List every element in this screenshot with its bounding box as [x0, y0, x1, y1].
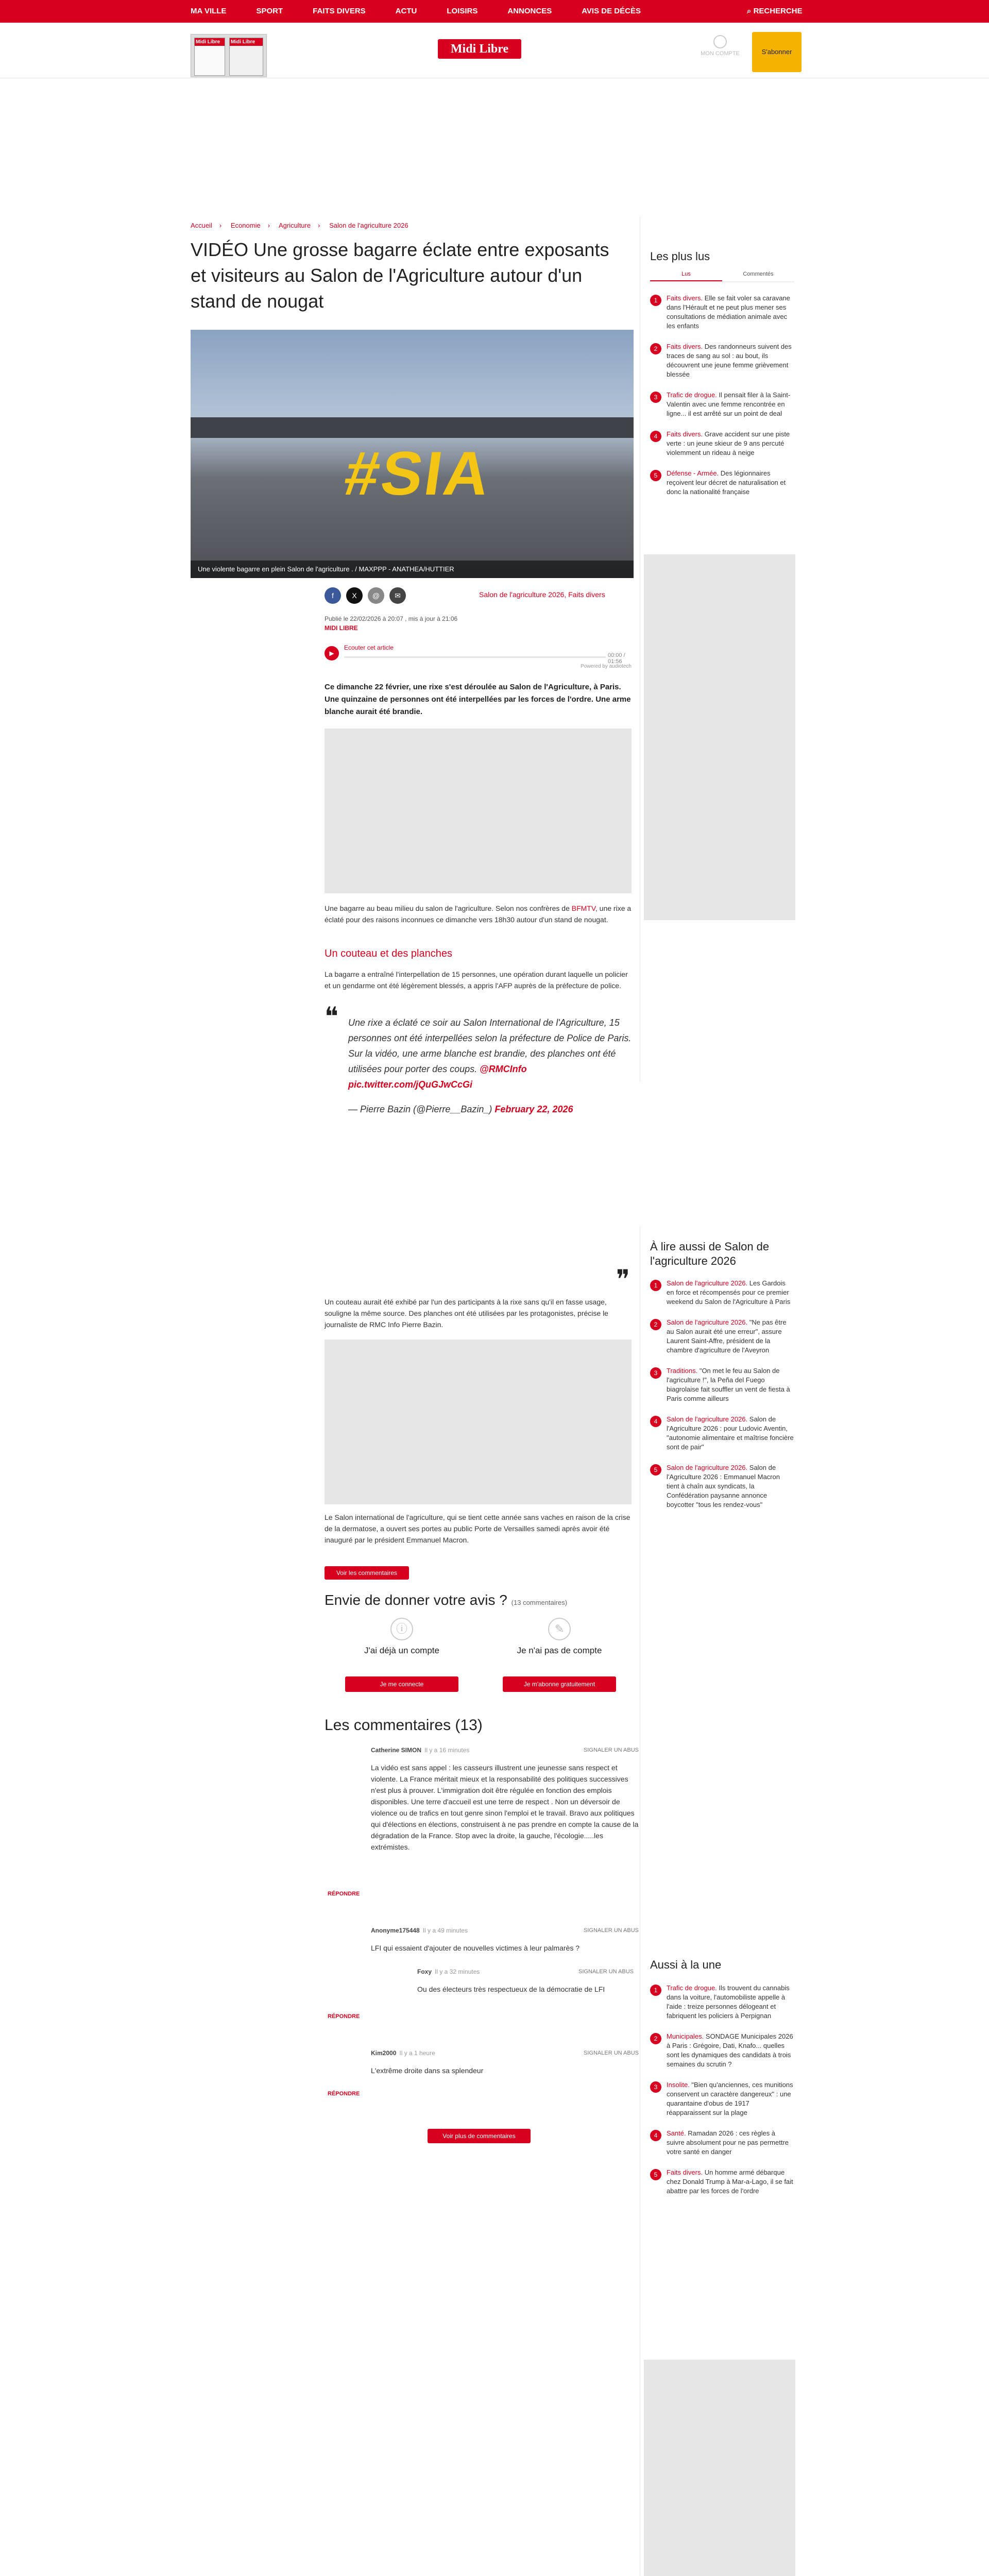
- play-icon[interactable]: ▶: [325, 646, 339, 660]
- comment-text: La vidéo est sans appel : les casseurs illustrent une jeunesse sans respect et violente. La France méritait mieux et la responsabilité des politiques successives n'est plus à prouver. L'immigration doit être régulée en fonction des emplois disponibles. Une terre d'accueil est une terre de respect . Non un déversoir de violence ou de trafics en tout genre sinon l'emploi et le travail. Bravo aux politiques qui d'élections en élections, construisent à ne pas prendre en compte la cause de la dégradation de la France. Stop avec la droite, la gauche, l'écologie.....les extrémistes.: [371, 1764, 639, 1851]
- nav-item-loisirs[interactable]: LOISIRS: [447, 7, 478, 15]
- comment-text: LFI qui essaient d'ajouter de nouvelles victimes à leur palmarès ?: [371, 1944, 579, 1952]
- report-abuse-link[interactable]: SIGNALER UN ABUS: [578, 1969, 634, 1975]
- report-abuse-link[interactable]: SIGNALER UN ABUS: [584, 1747, 639, 1753]
- main-nav: [191, 0, 671, 23]
- nav-item-avis-deces[interactable]: AVIS DE DÉCÈS: [582, 7, 641, 15]
- quote-close-icon: ❞: [616, 1265, 630, 1294]
- rank-badge: 3: [650, 2081, 661, 2093]
- most-read-item[interactable]: [650, 342, 794, 379]
- comment: [371, 2047, 639, 2076]
- comment-reply: [417, 1966, 634, 1995]
- pen-icon: ✎: [548, 1618, 571, 1640]
- opinion-title: [325, 1592, 567, 1608]
- signup-option: [498, 1618, 621, 1656]
- item-text: Des randonneurs suivent des traces de sang au sol : au bout, ils découvrent une jeune femme grièvement blessée: [667, 343, 792, 378]
- item-category: Défense - Armée.: [667, 469, 719, 477]
- opinion-title-text: Envie de donner votre avis ?: [325, 1592, 507, 1608]
- item-text: Grave accident sur une piste verte : un jeune skieur de 9 ans percuté violemment un rideau à neige: [667, 430, 790, 456]
- item-category: Municipales.: [667, 2032, 704, 2040]
- photo-roof: [191, 417, 634, 438]
- read-also-item[interactable]: [650, 1318, 794, 1355]
- share-bar: [325, 587, 411, 604]
- item-text: Ils trouvent du cannabis dans la voiture, l'automobiliste appelle à l'aide : treize personnes délogeant et fabriquent les policiers à Perpignan: [667, 1984, 790, 2020]
- item-text: "Ne pas être au Salon aurait été une erreur", assure Laurent Saint-Affre, président de la chambre d'agriculture de l'Aveyron: [667, 1318, 787, 1354]
- tab-commented[interactable]: Commentés: [743, 271, 774, 277]
- subheading: Un couteau et des planches: [325, 948, 452, 959]
- most-read-title: Les plus lus: [650, 250, 710, 263]
- embedded-tweet: [325, 1002, 632, 1117]
- breadcrumb-accueil[interactable]: Accueil: [191, 222, 212, 229]
- item-category: Trafic de drogue.: [667, 1984, 717, 1992]
- nav-item-annonces[interactable]: ANNONCES: [507, 7, 552, 15]
- audio-player: [325, 643, 632, 674]
- most-read-tabs: [650, 271, 794, 282]
- article-tags[interactable]: Salon de l'agriculture 2026, Faits divers: [479, 590, 605, 599]
- nav-item-actu[interactable]: ACTU: [395, 7, 417, 15]
- article-lead: Ce dimanche 22 février, une rixe s'est déroulée au Salon de l'Agriculture, à Paris. Une quinzaine de personnes ont été interpellées par les forces de l'ordre. Une arme blanche aurait été brandie.: [325, 683, 631, 716]
- item-category: Faits divers.: [667, 294, 703, 302]
- quote-icon: ❝: [325, 1002, 338, 1031]
- more-comments-button[interactable]: Voir plus de commentaires: [428, 2129, 531, 2143]
- read-also-widget: [650, 1240, 794, 1521]
- reply-link[interactable]: RÉPONDRE: [328, 2091, 360, 2097]
- nav-item-faits-divers[interactable]: FAITS DIVERS: [313, 7, 366, 15]
- comment-text: Ou des électeurs très respectueux de la démocratie de LFI: [417, 1985, 605, 1993]
- tab-read[interactable]: Lus: [650, 271, 722, 281]
- rank-badge: 4: [650, 1416, 661, 1427]
- comment-author-name: Kim2000: [371, 2049, 397, 2057]
- user-icon: [713, 35, 727, 48]
- audio-time: 00:00 / 01:56: [608, 652, 625, 665]
- nav-item-ma-ville[interactable]: MA VILLE: [191, 7, 227, 15]
- photo-caption: Une violente bagarre en plein Salon de l'agriculture . / MAXPPP - ANATHEA/HUTTIER: [191, 561, 634, 578]
- comment-author-name: Catherine SIMON: [371, 1747, 422, 1754]
- ad-slot: [325, 728, 632, 893]
- item-category: Salon de l'agriculture 2026.: [667, 1279, 748, 1287]
- nav-item-sport[interactable]: SPORT: [256, 7, 283, 15]
- photo-sia-letters: #SIA: [340, 439, 496, 508]
- comment-author-name: Foxy: [417, 1968, 432, 1975]
- email-icon[interactable]: @: [368, 587, 384, 604]
- tweet-date[interactable]: February 22, 2026: [494, 1104, 573, 1114]
- item-text: SONDAGE Municipales 2026 à Paris : Grégoire, Dati, Knafo... quelles sont les dynamiques des candidats à trois semaines du scrutin ?: [667, 2032, 793, 2068]
- headline-item[interactable]: [650, 2129, 794, 2157]
- x-icon[interactable]: X: [346, 587, 363, 604]
- paragraph-1-text-b: , une rixe a éclaté pour des raisons inconnues ce dimanche vers 18h30 autour d'un stand de nougat.: [325, 904, 632, 924]
- breadcrumb-agriculture[interactable]: Agriculture: [278, 222, 311, 229]
- reply-link[interactable]: RÉPONDRE: [328, 1891, 360, 1897]
- breadcrumb: [191, 222, 416, 229]
- rank-badge: 3: [650, 392, 661, 403]
- paragraph-2: La bagarre a entraîné l'interpellation de 15 personnes, une opération durant laquelle un policier et un gendarme ont été légèrement blessés, a appris l'AFP auprès de la préfecture de police.: [325, 970, 628, 990]
- kiosk-title: Midi Libre: [195, 38, 225, 46]
- comment-author-name: Anonyme175448: [371, 1927, 420, 1934]
- search-label: RECHERCHE: [753, 7, 803, 15]
- most-read-widget: [650, 249, 794, 508]
- chevron-right-icon: ›: [267, 222, 270, 229]
- article-title: VIDÉO Une grosse bagarre éclate entre exposants et visiteurs au Salon de l'Agriculture autour d'un stand de nougat: [191, 239, 609, 312]
- item-text: Un homme armé débarque chez Donald Trump à Mar-a-Lago, il se fait abattre par les forces de l'ordre: [667, 2168, 793, 2195]
- comment-time: Il y a 16 minutes: [424, 1747, 470, 1754]
- login-button[interactable]: Je me connecte: [345, 1676, 458, 1692]
- rank-badge: 1: [650, 295, 661, 306]
- audio-progress[interactable]: [344, 656, 606, 658]
- kiosk-cover-1: [194, 38, 225, 76]
- item-text: Les Gardois en force et récompensés pour ce premier weekend du Salon de l'Agriculture à Paris: [667, 1279, 791, 1306]
- comment: [371, 1925, 639, 1954]
- breadcrumb-economie[interactable]: Economie: [230, 222, 261, 229]
- item-text: "Bien qu'anciennes, ces munitions conservent un caractère dangereux" : une quarantaine d'obus de 1917 réapparaissent sur la plage: [667, 2081, 793, 2116]
- login-option: [340, 1618, 464, 1656]
- sidebar-ad: [644, 554, 795, 920]
- rank-badge: 5: [650, 470, 661, 481]
- audio-label: Ecouter cet article: [344, 644, 394, 651]
- search-icon: ⌕: [747, 7, 754, 15]
- tweet-text: Une rixe a éclaté ce soir au Salon International de l'Agriculture, 15 personnes ont été interpellées selon la préfecture de Police de Paris. Sur la vidéo, une arme blanche est brandie, des planches ont été utilisées pour porter des coups.: [348, 1018, 632, 1074]
- headlines-title: Aussi à la une: [650, 1958, 722, 1971]
- have-account-label: J'ai déjà un compte: [364, 1646, 439, 1655]
- rank-badge: 5: [650, 1464, 661, 1476]
- view-comments-button[interactable]: Voir les commentaires: [325, 1566, 409, 1580]
- item-text: Salon de l'Agriculture 2026 : Emmanuel Macron tient à chaîn aux syndicats, la Confédération paysanne annonce boycotter "tous les rendez-vous": [667, 1464, 780, 1509]
- chevron-right-icon: ›: [219, 222, 222, 229]
- item-category: Salon de l'agriculture 2026.: [667, 1415, 748, 1423]
- headlines-widget: [650, 1958, 794, 2207]
- read-also-item[interactable]: [650, 1415, 794, 1452]
- item-text: Il pensait filer à la Saint-Valentin avec une femme rencontrée en ligne... il est arrêté sur un point de deal: [667, 391, 791, 417]
- item-text: Ramadan 2026 : ces règles à suivre absolument pour ne pas permettre votre santé en danger: [667, 2129, 789, 2156]
- paragraph-4: Le Salon international de l'agriculture, qui se tient cette année sans vaches en raison de la crise de la dermatose, a ouvert ses portes au public Porte de Versailles samedi après avoir été inauguré par le président Emmanuel Macron.: [325, 1513, 630, 1544]
- ad-slot-2: [325, 1340, 632, 1504]
- headline-item[interactable]: [650, 1984, 794, 2021]
- item-category: Faits divers.: [667, 2168, 703, 2176]
- user-icon: ⓘ: [390, 1618, 413, 1640]
- publish-date: Publié le 22/02/2026 à 20:07 , mis à jour à 21:06: [325, 615, 458, 622]
- rank-badge: 1: [650, 1985, 661, 1996]
- article-author: MIDI LIBRE: [325, 624, 358, 632]
- paragraph-3: Un couteau aurait été exhibé par l'un des participants à la rixe sans qu'il en fasse usage, souligne la même source. Des planches ont été utilisées par les protagonistes, précise le journaliste de RMC Info Pierre Bazin.: [325, 1298, 608, 1329]
- facebook-icon[interactable]: f: [325, 587, 341, 604]
- rank-badge: 2: [650, 1319, 661, 1330]
- account-button[interactable]: [700, 35, 741, 57]
- headline-item[interactable]: [650, 2080, 794, 2117]
- item-text: Des légionnaires reçoivent leur décret de naturalisation et donc la nationalité française: [667, 469, 786, 496]
- headline-item[interactable]: [650, 2168, 794, 2196]
- audio-powered: Powered by audiotech: [581, 664, 632, 669]
- kiosk-title-2: Midi Libre: [230, 38, 263, 46]
- breadcrumb-salon[interactable]: Salon de l'agriculture 2026: [329, 222, 408, 229]
- account-label: MON COMPTE: [701, 50, 740, 57]
- item-category: Insolite.: [667, 2081, 690, 2089]
- message-icon[interactable]: ✉: [389, 587, 406, 604]
- article-meta: [325, 614, 457, 633]
- rank-badge: 1: [650, 1280, 661, 1291]
- item-category: Faits divers.: [667, 343, 703, 350]
- reply-link[interactable]: RÉPONDRE: [328, 2013, 360, 2020]
- item-category: Santé.: [667, 2129, 686, 2137]
- comment: [371, 1744, 639, 1853]
- rank-badge: 2: [650, 343, 661, 354]
- comment-time: Il y a 32 minutes: [435, 1968, 480, 1975]
- kiosk-cover-2: [229, 38, 263, 76]
- item-text: "On met le feu au Salon de l'agriculture !", la Peña del Fuego biagrolaise fait souffler un vent de fiesta à Paris comme ailleurs: [667, 1367, 790, 1402]
- rank-badge: 4: [650, 431, 661, 442]
- paragraph-1: [325, 903, 632, 925]
- subscribe-button[interactable]: S'abonner: [752, 32, 802, 72]
- item-category: Salon de l'agriculture 2026.: [667, 1464, 748, 1471]
- item-text: Elle se fait voler sa caravane dans l'Hérault et ne peut plus mener ses consultations de médiation animale avec les enfants: [667, 294, 790, 330]
- rank-badge: 3: [650, 1367, 661, 1379]
- read-also-item[interactable]: [650, 1463, 794, 1510]
- most-read-item[interactable]: [650, 430, 794, 457]
- chevron-right-icon: ›: [318, 222, 320, 229]
- item-category: Trafic de drogue.: [667, 391, 717, 399]
- rank-badge: 4: [650, 2130, 661, 2141]
- item-text: Salon de l'Agriculture 2026 : pour Ludovic Aventin, "autonomie alimentaire et maîtrise foncière sont de pair": [667, 1415, 794, 1451]
- rank-badge: 2: [650, 2033, 661, 2044]
- bfmtv-link[interactable]: BFMTV: [571, 904, 595, 912]
- no-account-label: Je n'ai pas de compte: [517, 1646, 602, 1655]
- most-read-item[interactable]: [650, 469, 794, 497]
- search-button[interactable]: [747, 0, 803, 23]
- item-category: Salon de l'agriculture 2026.: [667, 1318, 748, 1326]
- comment-text: L'extrême droite dans sa splendeur: [371, 2066, 484, 2075]
- site-logo[interactable]: Midi Libre: [438, 39, 521, 59]
- headline-item[interactable]: [650, 2032, 794, 2069]
- item-category: Faits divers.: [667, 430, 703, 438]
- comment-time: Il y a 1 heure: [399, 2049, 435, 2057]
- tweet-author: — Pierre Bazin (@Pierre__Bazin_): [348, 1104, 495, 1114]
- report-abuse-link[interactable]: SIGNALER UN ABUS: [584, 1927, 639, 1934]
- rank-badge: 5: [650, 2169, 661, 2180]
- article-photo[interactable]: [191, 330, 634, 578]
- read-also-title: À lire aussi de Salon de l'agriculture 2026: [650, 1240, 770, 1267]
- report-abuse-link[interactable]: SIGNALER UN ABUS: [584, 2050, 639, 2056]
- sidebar-ad-2: [644, 2360, 795, 2576]
- read-also-item[interactable]: [650, 1279, 794, 1307]
- read-also-item[interactable]: [650, 1366, 794, 1403]
- item-category: Traditions.: [667, 1367, 698, 1375]
- comment-time: Il y a 49 minutes: [422, 1927, 468, 1934]
- comments-title: Les commentaires (13): [325, 1717, 483, 1734]
- most-read-item[interactable]: [650, 391, 794, 418]
- opinion-count: (13 commentaires): [511, 1599, 568, 1606]
- signup-button[interactable]: Je m'abonne gratuitement: [503, 1676, 616, 1692]
- tweet-link[interactable]: @RMCInfo pic.twitter.com/jQuGJwCcGi: [348, 1064, 527, 1090]
- most-read-item[interactable]: [650, 294, 794, 331]
- tweet-byline: [348, 1101, 632, 1117]
- newspaper-kiosk[interactable]: [191, 34, 267, 77]
- paragraph-1-text-a: Une bagarre au beau milieu du salon de l'agriculture. Selon nos confrères de: [325, 904, 572, 912]
- top-nav-bar: [0, 0, 989, 23]
